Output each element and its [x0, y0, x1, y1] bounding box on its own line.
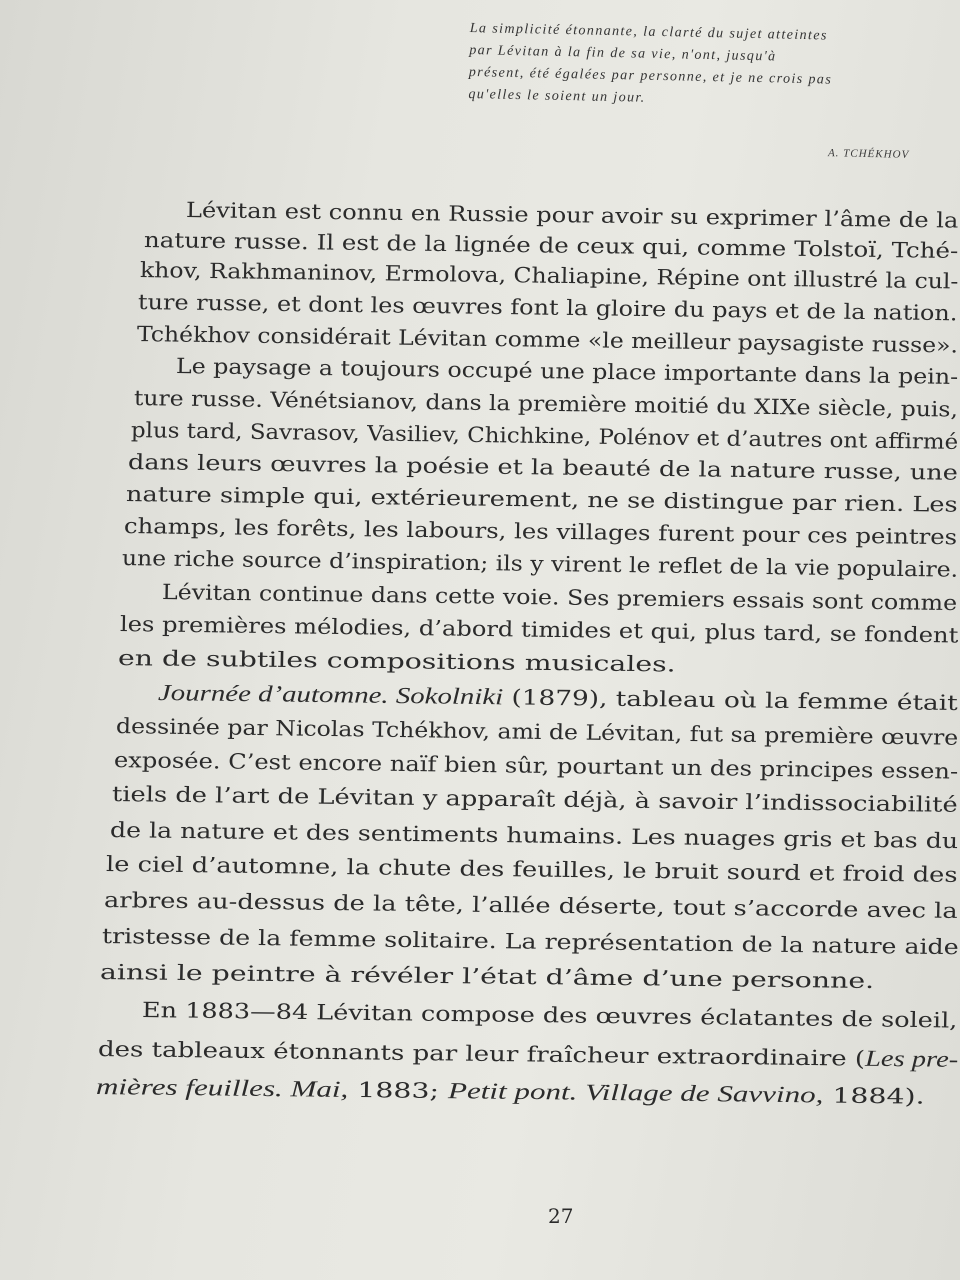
text-line: des tableaux étonnants par leur fraîcheur extraordinaire (Les pre- [97, 1037, 959, 1072]
text-line: nature russe. Il est de la lignée de ceux qui, comme Tolstoï, Tché- [143, 228, 959, 263]
text-line: dans leurs œuvres la poésie et la beauté de la nature russe, une [127, 450, 959, 485]
text-line: ainsi le peintre à révéler l’état d’âme d’une personne. [99, 960, 875, 994]
text-line: En 1883—84 Lévitan compose des œuvres éclatantes de soleil, [141, 998, 958, 1033]
text-line: champs, les forêts, les labours, les villages furent pour ces peintres [123, 514, 958, 550]
text-line: Tchékhov considérait Lévitan comme «le meilleur paysagiste russe». [136, 322, 959, 358]
text-line: nature simple qui, extérieurement, ne se distingue par rien. Les [125, 482, 958, 517]
text-line: Lévitan continue dans cette voie. Ses premiers essais sont comme [161, 580, 958, 616]
epigraph-line: présent, été égalées par personne, et je ne crois pas [468, 64, 833, 88]
text-line: le ciel d’automne, la chute des feuilles, le bruit sourd et froid des [105, 852, 958, 887]
text-line: mières feuilles. Mai, 1883; Petit pont. Village de Savvino, 1884). [95, 1074, 925, 1109]
text-line: Lévitan est connu en Russie pour avoir su exprimer l’âme de la [185, 198, 959, 233]
text-line: arbres au-dessus de la tête, l’allée déserte, tout s’accorde avec la [103, 888, 958, 923]
text-line: exposée. C’est encore naïf bien sûr, pourtant un des principes essen- [113, 748, 959, 784]
text-line: Le paysage a toujours occupé une place importante dans la pein- [175, 354, 959, 389]
text-line: une riche source d’inspiration; ils y virent le reflet de la vie populaire. [121, 546, 959, 582]
epigraph-line: qu'elles le soient un jour. [468, 86, 646, 106]
text-line: les premières mélodies, d’abord timides et qui, plus tard, se fondent [119, 612, 959, 648]
epigraph-line: par Lévitan à la fin de sa vie, n'ont, jusqu'à [469, 42, 777, 65]
text-line: khov, Rakhmaninov, Ermolova, Chaliapine, Répine ont illustré la cul- [139, 258, 959, 294]
text-line: ture russe, et dont les œuvres font la gloire du pays et de la nation. [137, 290, 958, 326]
text-line: dessinée par Nicolas Tchékhov, ami de Lévitan, fut sa première œuvre [115, 714, 959, 750]
text-line: tiels de l’art de Lévitan y apparaît déjà, à savoir l’indissociabilité [111, 782, 958, 817]
page-number: 27 [548, 1204, 574, 1228]
epigraph-line: La simplicité étonnante, la clarté du sujet atteintes [469, 20, 828, 44]
text-line: en de subtiles compositions musicales. [117, 646, 676, 677]
text-line: Journée d’automne. Sokolniki (1879), tableau où la femme était [157, 680, 958, 716]
epigraph-attribution: A. TCHÉKHOV [827, 147, 910, 161]
text-line: ture russe. Vénétsianov, dans la première moitié du XIXe siècle, puis, [133, 386, 959, 422]
text-line: plus tard, Savrasov, Vasiliev, Chichkine, Polénov et d’autres ont affirmé [130, 418, 959, 454]
text-line: tristesse de la femme solitaire. La représentation de la nature aide [101, 924, 959, 960]
text-line: de la nature et des sentiments humains. Les nuages gris et bas du [109, 818, 959, 854]
